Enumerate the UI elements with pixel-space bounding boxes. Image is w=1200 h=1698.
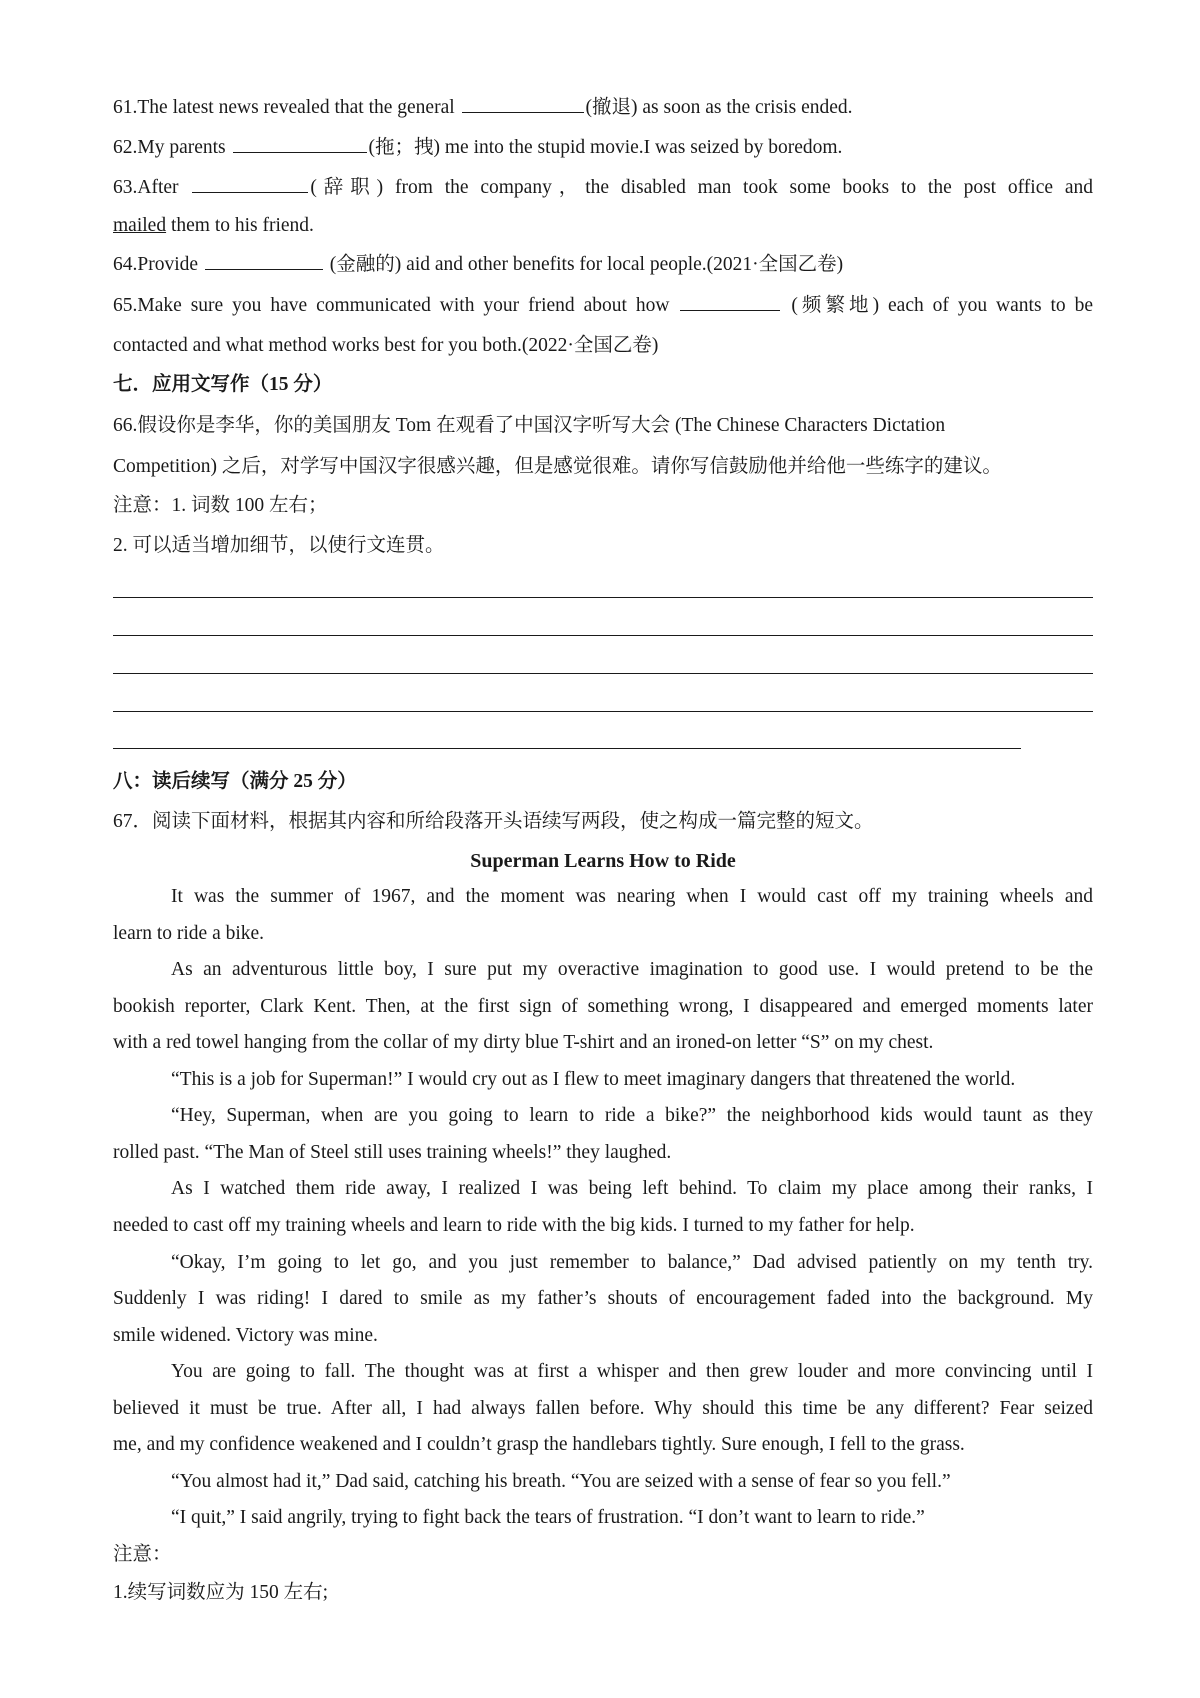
question-63: [113, 174, 1093, 201]
q63-hint: (辞职) from the company，the disabled man took some books to the post office and: [310, 177, 1093, 198]
question-66-line1: 66.假设你是李华，你的美国朋友 Tom 在观看了中国汉字听写大会 (The Chinese Characters Dictation: [113, 415, 946, 436]
section-7-note-1: 注意：1. 词数 100 左右；: [113, 495, 328, 516]
q61-hint: (撤退) as soon as the crisis ended.: [585, 97, 853, 118]
story-p4-line2: rolled past. “The Man of Steel still uses training wheels!” they laughed.: [113, 1142, 672, 1163]
question-66-line2: Competition) 之后，对学写中国汉字很感兴趣，但是感觉很难。请你写信鼓励他并给他一些练字的建议。: [113, 456, 1002, 477]
section-8-note-label: 注意：: [113, 1544, 172, 1565]
story-p2-line1: As an adventurous little boy, I sure put my overactive imagination to good use. I would pretend to be the: [171, 959, 1093, 980]
q63-cont-text: them to his friend.: [166, 215, 314, 236]
q61-text: 61.The latest news revealed that the general: [113, 97, 460, 118]
writing-line[interactable]: [113, 635, 1093, 636]
story-p3-line1: “This is a job for Superman!” I would cry out as I flew to meet imaginary dangers that threatened the world.: [171, 1069, 1016, 1090]
story-p6-line3: smile widened. Victory was mine.: [113, 1325, 378, 1346]
question-63-cont: [113, 213, 1093, 239]
section-7-heading: 七．应用文写作（15 分）: [113, 374, 333, 395]
q65-text: 65.Make sure you have communicated with your friend about how: [113, 295, 679, 316]
story-title: Superman Learns How to Ride: [470, 850, 736, 872]
writing-line[interactable]: [113, 597, 1093, 598]
story-p1-line2: learn to ride a bike.: [113, 923, 265, 944]
story-p7-line3: me, and my confidence weakened and I couldn’t grasp the handlebars tightly. Sure enough, I fell to the grass.: [113, 1434, 965, 1455]
story-p2-line3: with a red towel hanging from the collar of my dirty blue T-shirt and an ironed-on letter “S” on my chest.: [113, 1032, 934, 1053]
story-p7-line2: believed it must be true. After all, I had always fallen before. Why should this time be any different? Fear seized: [113, 1398, 1093, 1419]
q64-hint: (金融的) aid and other benefits for local people.(2021·全国乙卷): [324, 254, 844, 275]
story-p7-line1: You are going to fall. The thought was at first a whisper and then grew louder and more convincing until I: [171, 1361, 1093, 1382]
q65-hint: (频繁地) each of you wants to be: [782, 295, 1093, 316]
question-65: [113, 292, 1093, 319]
q62-text: 62.My parents: [113, 137, 231, 158]
section-7-note-2: 2. 可以适当增加细节，以使行文连贯。: [113, 535, 445, 556]
story-p5-line1: As I watched them ride away, I realized I was being left behind. To claim my place among their ranks, I: [171, 1178, 1093, 1199]
q65-answer-blank[interactable]: [680, 292, 780, 311]
writing-line[interactable]: [113, 673, 1093, 674]
story-p9-line1: “I quit,” I said angrily, trying to fight back the tears of frustration. “I don’t want to learn to ride.”: [171, 1507, 925, 1528]
q63-answer-blank[interactable]: [192, 174, 308, 193]
writing-line[interactable]: [113, 748, 1021, 749]
q63-underlined-word: mailed: [113, 215, 167, 236]
question-62: [113, 134, 1093, 161]
section-8-note-1: 1.续写词数应为 150 左右;: [113, 1582, 329, 1603]
section-8-heading: 八：读后续写（满分 25 分）: [113, 771, 357, 792]
q64-answer-blank[interactable]: [205, 251, 323, 270]
question-67: 67．阅读下面材料，根据其内容和所给段落开头语续写两段，使之构成一篇完整的短文。: [113, 811, 874, 832]
writing-line[interactable]: [113, 711, 1093, 712]
story-p8-line1: “You almost had it,” Dad said, catching his breath. “You are seized with a sense of fear so you fell.”: [171, 1471, 951, 1492]
q64-text: 64.Provide: [113, 254, 203, 275]
story-p1-line1: It was the summer of 1967, and the moment was nearing when I would cast off my training wheels and: [171, 886, 1093, 907]
question-61: [113, 94, 1093, 121]
story-p6-line2: Suddenly I was riding! I dared to smile as my father’s shouts of encouragement faded into the background. My: [113, 1288, 1093, 1309]
question-64: [113, 251, 1093, 278]
story-p4-line1: “Hey, Superman, when are you going to learn to ride a bike?” the neighborhood kids would taunt as they: [171, 1105, 1093, 1126]
story-p2-line2: bookish reporter, Clark Kent. Then, at the first sign of something wrong, I disappeared and emerged moments later: [113, 996, 1093, 1017]
q62-hint: (拖；拽) me into the stupid movie.I was seized by boredom.: [368, 137, 843, 158]
q61-answer-blank[interactable]: [462, 94, 584, 113]
q63-text: 63.After: [113, 177, 191, 198]
story-p6-line1: “Okay, I’m going to let go, and you just remember to balance,” Dad advised patiently on my tenth try.: [171, 1252, 1093, 1273]
q62-answer-blank[interactable]: [233, 134, 367, 153]
story-p5-line2: needed to cast off my training wheels and learn to ride with the big kids. I turned to my father for help.: [113, 1215, 915, 1236]
question-65-cont: contacted and what method works best for you both.(2022·全国乙卷): [113, 335, 659, 356]
